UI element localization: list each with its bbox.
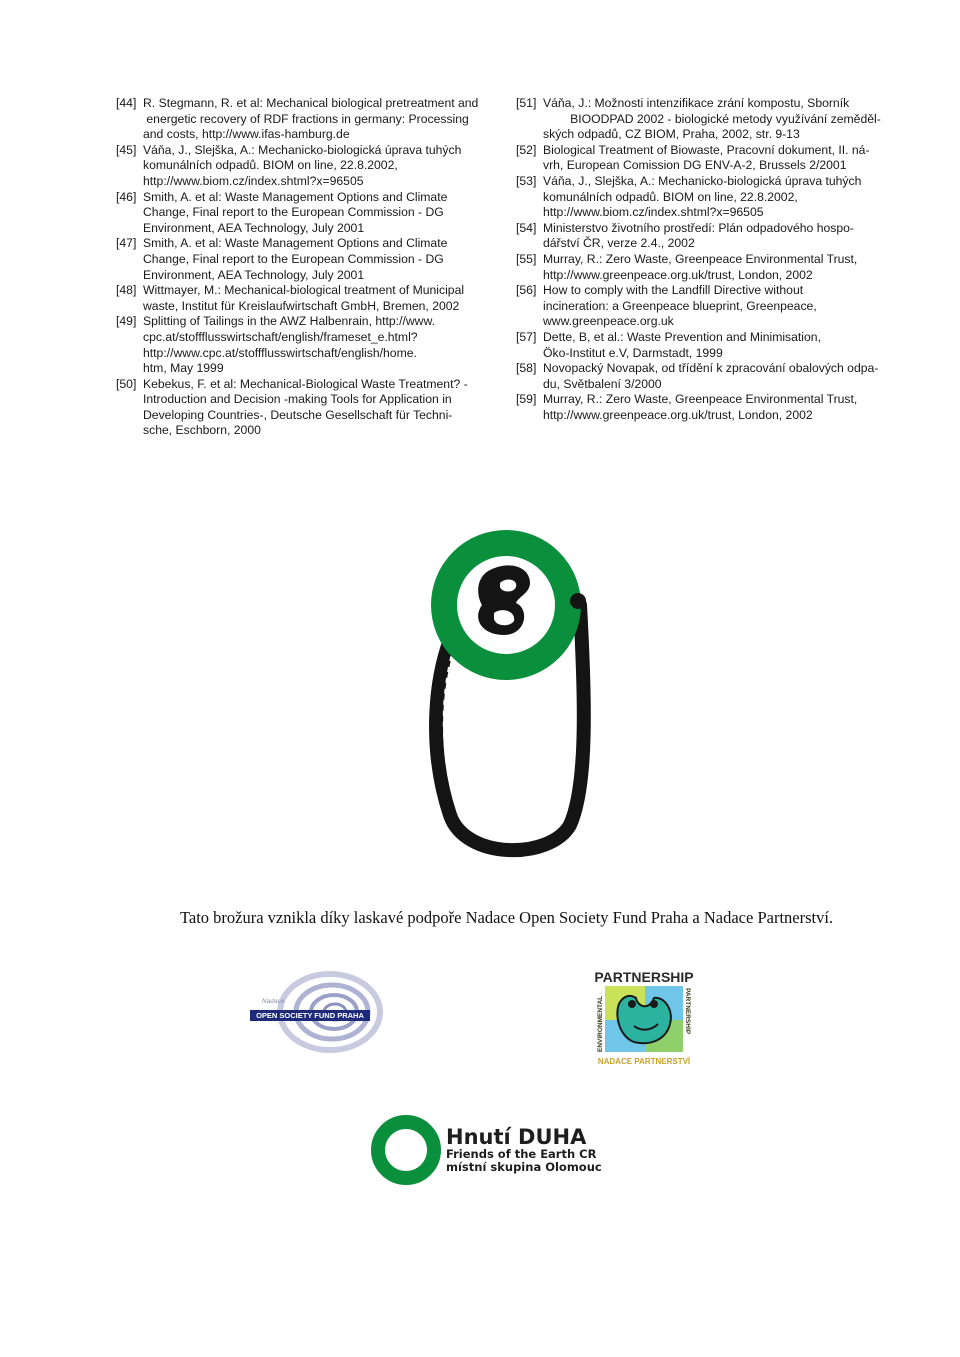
reference-line: R. Stegmann, R. et al: Mechanical biological pretreatment and [143, 96, 479, 110]
reference-item [516, 361, 890, 392]
partnership-logo [594, 966, 694, 1068]
osf-label: OPEN SOCIETY FUND PRAHA [250, 1010, 370, 1021]
reference-number: [45] [116, 142, 137, 157]
reference-number: [44] [116, 96, 137, 110]
bottle-8-illustration [420, 525, 620, 875]
partnership-bottom-text: NADACE PARTNERSTVÍ [597, 1057, 691, 1066]
duha-line1: Friends of the Earth CR [446, 1147, 597, 1161]
reference-text [543, 252, 890, 283]
reference-line: Váňa, J., Slejška, A.: Mechanicko-biologická úprava tuhých [543, 173, 862, 188]
reference-number: [55] [516, 251, 537, 266]
duha-ring-logo [368, 1112, 444, 1188]
reference-number: [46] [116, 189, 137, 204]
reference-text [543, 392, 890, 423]
partnership-left-text: ENVIRONMENTAL [597, 995, 604, 1052]
reference-line: and costs, http://www.ifas-hamburg.de [143, 127, 350, 142]
reference-line: ských odpadů, CZ BIOM, Praha, 2002, str. 9-13 [543, 127, 800, 142]
reference-number: [59] [516, 392, 537, 407]
reference-item [516, 143, 890, 174]
reference-text [143, 377, 490, 439]
reference-line: Váňa, J., Slejška, A.: Mechanicko-biologická úprava tuhých [143, 142, 462, 157]
reference-text [543, 361, 890, 392]
reference-line: Ministerstvo životního prostředí: Plán odpadového hospo- [543, 220, 854, 235]
reference-line: How to comply with the Landfill Directive without [543, 283, 804, 298]
reference-item [516, 283, 890, 330]
reference-text [543, 283, 890, 330]
reference-line: sche, Eschborn, 2000 [143, 423, 261, 438]
reference-number: [54] [516, 220, 537, 235]
sponsor-statement: Tato brožura vznikla díky laskavé podpoře Nadace Open Society Fund Praha a Nadace Partnerství. [179, 908, 834, 927]
reference-item [516, 96, 890, 143]
duha-title: Hnutí DUHA [446, 1125, 587, 1149]
reference-line: http://www.biom.cz/index.shtml?x=96505 [543, 205, 764, 220]
reference-item [516, 392, 890, 423]
reference-text [543, 330, 890, 361]
reference-text [543, 143, 890, 174]
reference-line: Environment, AEA Technology, July 2001 [143, 267, 365, 282]
reference-line: Dette, B, et al.: Waste Prevention and Minimisation, [543, 329, 821, 344]
reference-line: http://www.cpc.at/stoffflusswirtschaft/english/home. [143, 345, 417, 360]
reference-number: [52] [516, 142, 537, 157]
reference-line: Smith, A. et al: Waste Management Options and Climate [143, 236, 448, 251]
reference-text [143, 283, 490, 314]
reference-line: BIOODPAD 2002 - biologické metody využívání zeměděl- [543, 111, 881, 126]
reference-number: [47] [116, 236, 137, 251]
reference-line: Introduction and Decision -making Tools for Application in [143, 392, 452, 407]
reference-line: Kebekus, F. et al: Mechanical-Biological Waste Treatment? - [143, 376, 468, 391]
partnership-right-text: PARTNERSHIP [684, 988, 691, 1035]
reference-item [116, 377, 490, 439]
reference-line: Váňa, J.: Možnosti intenzifikace zrání kompostu, Sborník [543, 96, 850, 110]
reference-item [516, 174, 890, 221]
reference-number: [49] [116, 314, 137, 329]
reference-line: komunálních odpadů. BIOM on line, 22.8.2002, [543, 189, 798, 204]
reference-number: [56] [516, 283, 537, 298]
reference-text [143, 236, 490, 283]
reference-text [543, 174, 890, 221]
reference-line: Environment, AEA Technology, July 2001 [143, 220, 365, 235]
reference-line: http://www.greenpeace.org.uk/trust, London, 2002 [543, 407, 813, 422]
reference-line: Öko-Institut e.V, Darmstadt, 1999 [543, 345, 723, 360]
reference-line: komunálních odpadů. BIOM on line, 22.8.2002, [143, 158, 398, 173]
reference-line: http://www.greenpeace.org.uk/trust, London, 2002 [543, 267, 813, 282]
partnership-top-text: PARTNERSHIP [594, 969, 694, 985]
reference-line: Murray, R.: Zero Waste, Greenpeace Environmental Trust, [543, 251, 858, 266]
reference-line: Novopacký Novapak, od třídění k zpracování obalových odpa- [543, 361, 879, 376]
reference-item [116, 314, 490, 376]
reference-number: [50] [116, 376, 137, 391]
reference-line: cpc.at/stoffflusswirtschaft/english/frameset_e.html? [143, 329, 418, 344]
duha-line2: místní skupina Olomouc [446, 1160, 602, 1174]
reference-text [543, 96, 890, 143]
references-left-column [116, 96, 490, 439]
reference-item [116, 96, 490, 143]
small-ball [570, 593, 586, 609]
reference-line: waste, Institut für Kreislaufwirtschaft GmbH, Bremen, 2002 [143, 298, 460, 313]
reference-line: Developing Countries-, Deutsche Gesellschaft für Techni- [143, 407, 453, 422]
reference-line: vrh, European Comission DG ENV-A-2, Brussels 2/2001 [543, 158, 847, 173]
reference-line: Wittmayer, M.: Mechanical-biological treatment of Municipal [143, 283, 465, 298]
reference-line: Murray, R.: Zero Waste, Greenpeace Environmental Trust, [543, 392, 858, 407]
reference-line: www.greenpeace.org.uk [543, 314, 674, 329]
reference-line: du, Světbalení 3/2000 [543, 376, 662, 391]
reference-item [516, 221, 890, 252]
reference-text [543, 221, 890, 252]
duha-text-block [446, 1126, 602, 1174]
reference-line: Splitting of Tailings in the AWZ Halbenrain, http://www. [143, 314, 435, 329]
reference-line: Change, Final report to the European Commission - DG [143, 251, 444, 266]
reference-text [143, 143, 490, 190]
reference-number: [58] [516, 361, 537, 376]
references-right-column [516, 96, 890, 423]
reference-line: dářství ČR, verze 2.4., 2002 [543, 236, 695, 251]
osf-small-text: Nadace [262, 998, 285, 1005]
reference-line: incineration: a Greenpeace blueprint, Greenpeace, [543, 298, 817, 313]
reference-text [143, 96, 490, 143]
reference-line: Smith, A. et al: Waste Management Options and Climate [143, 189, 448, 204]
reference-item [116, 283, 490, 314]
reference-number: [51] [516, 96, 537, 110]
reference-text [143, 314, 490, 376]
reference-item [516, 252, 890, 283]
reference-text [143, 190, 490, 237]
reference-number: [57] [516, 329, 537, 344]
reference-line: http://www.biom.cz/index.shtml?x=96505 [143, 173, 364, 188]
reference-number: [48] [116, 283, 137, 298]
reference-line: energetic recovery of RDF fractions in germany: Processing [143, 111, 469, 126]
reference-line: Biological Treatment of Biowaste, Pracovní dokument, II. ná- [543, 142, 870, 157]
reference-number: [53] [516, 173, 537, 188]
reference-item [516, 330, 890, 361]
reference-line: htm, May 1999 [143, 361, 224, 376]
reference-line: Change, Final report to the European Commission - DG [143, 205, 444, 220]
reference-item [116, 236, 490, 283]
reference-item [116, 143, 490, 190]
reference-item [116, 190, 490, 237]
